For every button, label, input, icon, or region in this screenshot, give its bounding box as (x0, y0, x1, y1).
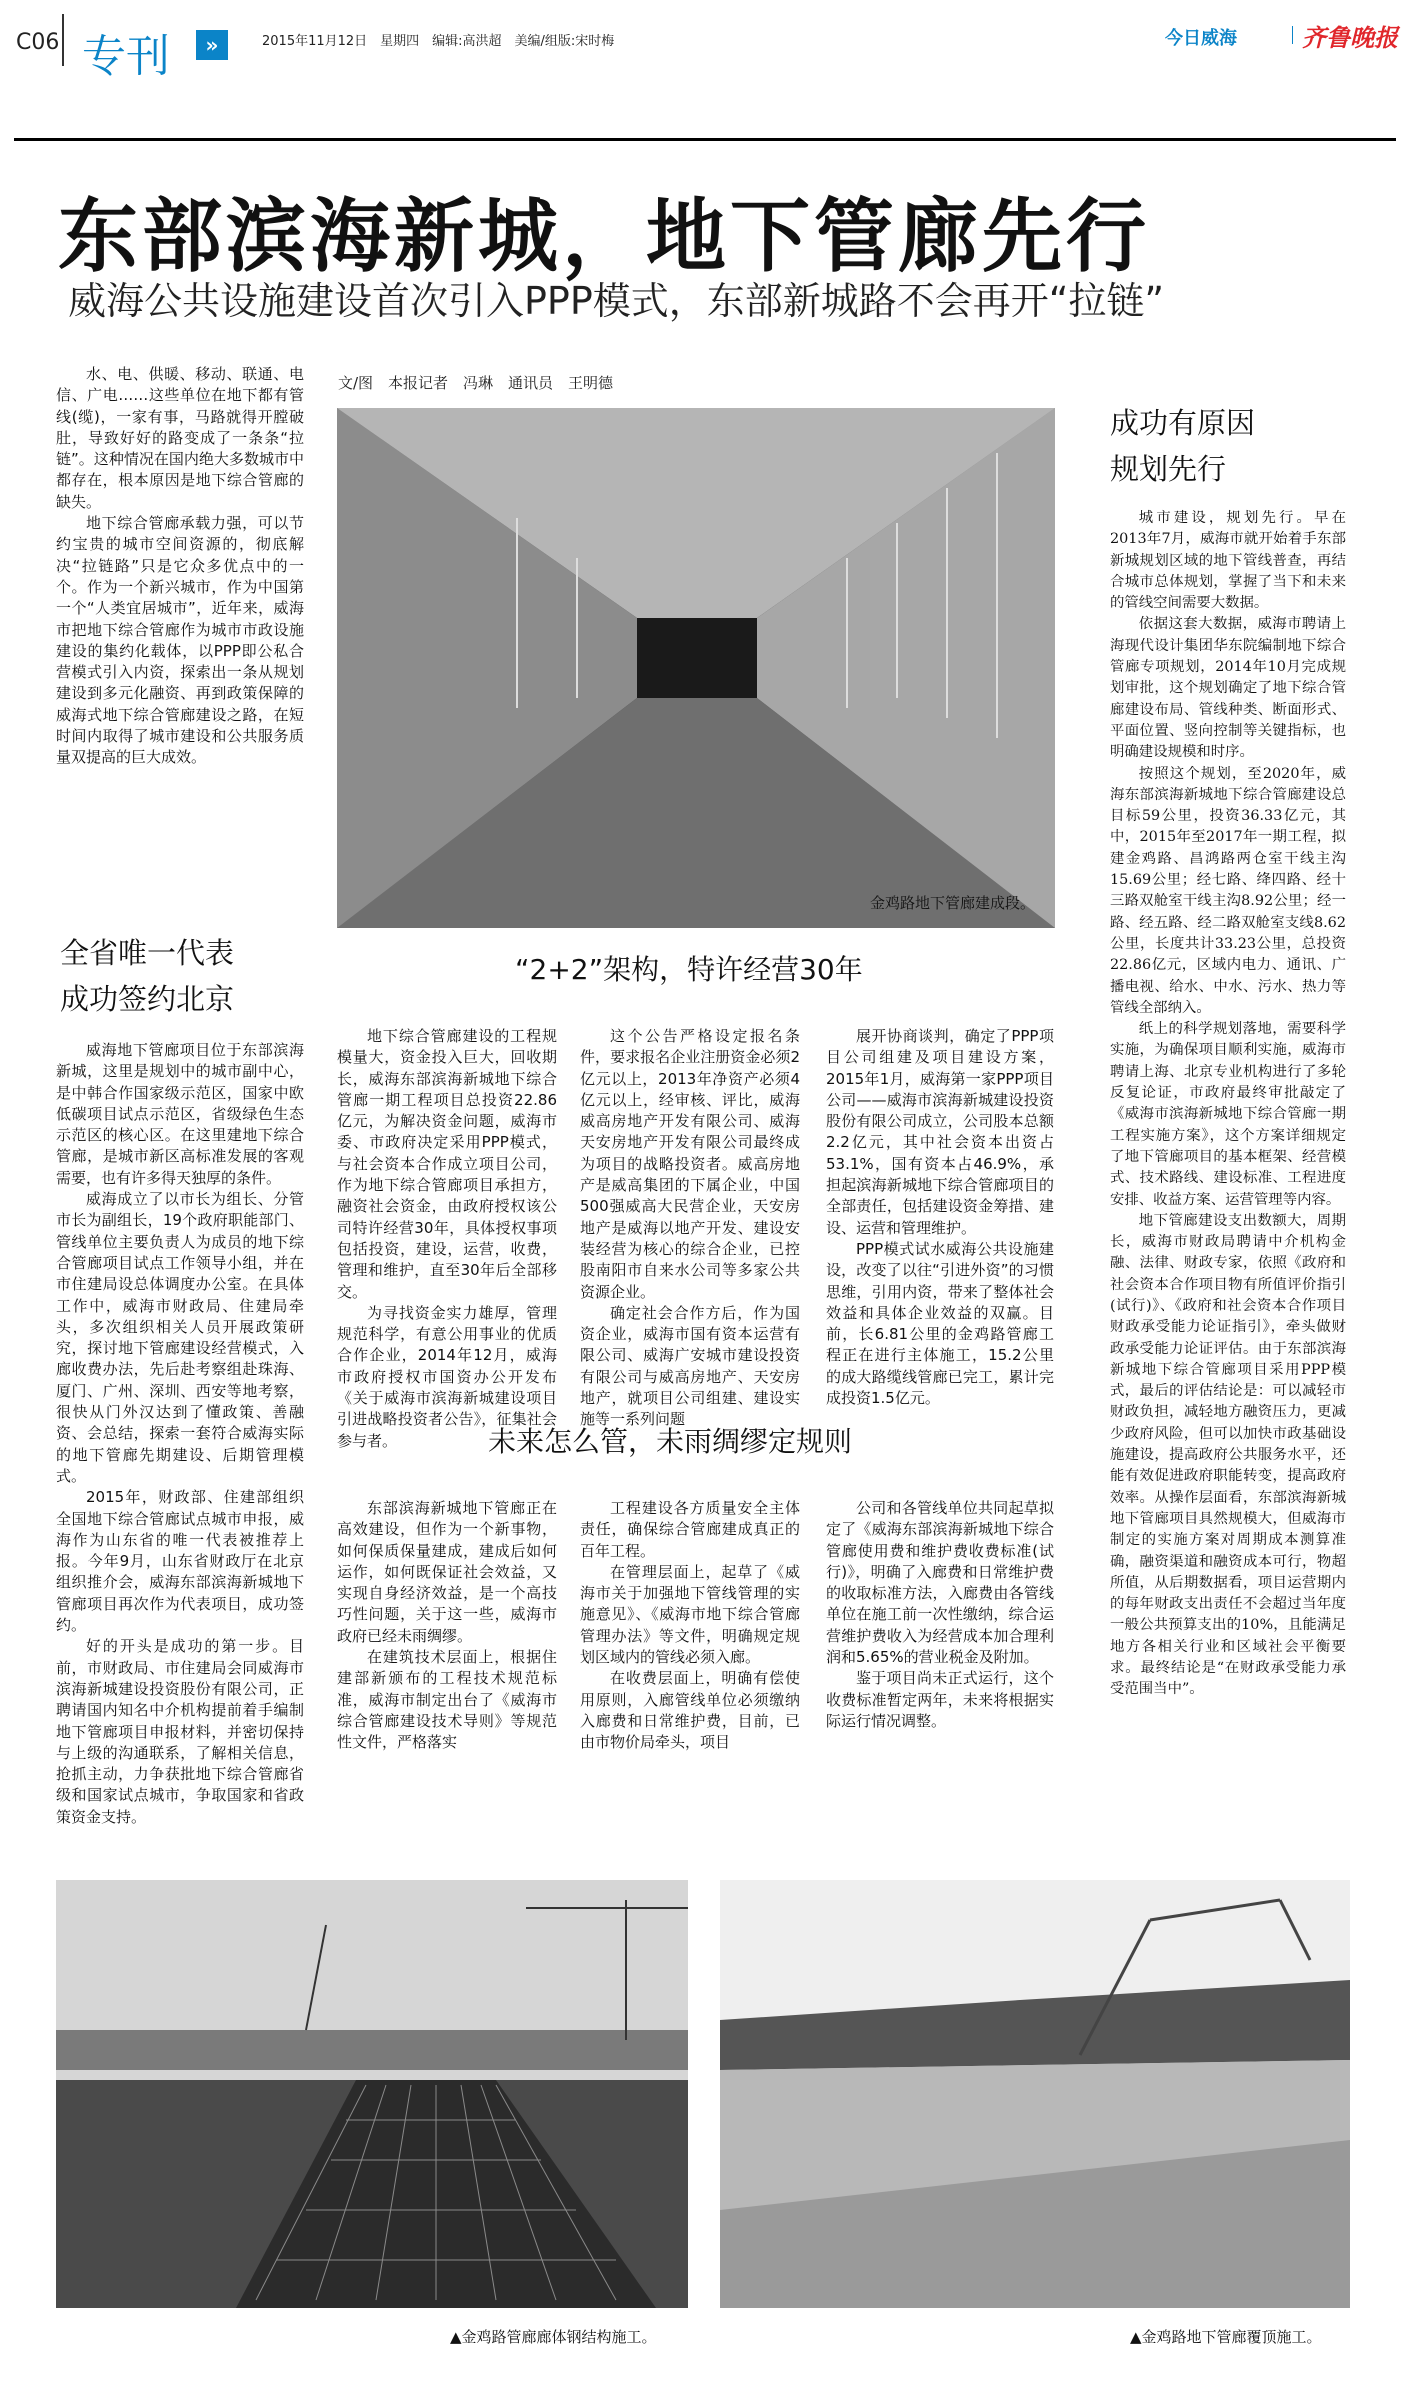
section2-column-3 (826, 1026, 1054, 1409)
roof-photo (720, 1880, 1350, 2308)
section2-title: “2+2”架构，特许经营30年 (515, 953, 863, 986)
section4-body (1110, 508, 1346, 1701)
section3-paragraph: 在管理层面上，起草了《威海市关于加强地下管线管理的实施意见》、《威海市地下综合管廊管理办法》等文件，明确规定规划区域内的管线必须入廊。 (580, 1562, 800, 1667)
section1-body (56, 1040, 304, 1828)
section3-column-2 (580, 1498, 800, 1754)
section3-paragraph: 在建筑技术层面上，根据住建部新颁布的工程技术规范标准，威海市制定出台了《威海市综合管廊建设技术导则》等规范性文件，严格落实 (337, 1648, 557, 1752)
section1-paragraph: 威海成立了以市长为组长、分管市长为副组长，19个政府职能部门、管线单位主要负责人为成员的地下综合管廊项目试点工作领导小组，并在市住建局设总体调度办公室。在具体工作中，威海市财政局、住建局牵头，多次组织相关人员开展政策研究，探讨地下管廊建设经营模式，入廊收费办法，先后赴考察组赴珠海、厦门、广州、深圳、西安等地考察，很快从门外汉达到了懂政策、善融资、会总结，探索一套符合威海实际的地下管廊先期建设、后期管理模式。 (56, 1190, 304, 1485)
section4-paragraph: 城市建设，规划先行。早在2013年7月，威海市就开始着手东部新城规划区域的地下管线普查，再结合城市总体规划，掌握了当下和未来的管线空间需要大数据。 (1110, 510, 1346, 612)
tunnel-photo-caption: 金鸡路地下管廊建成段。 (870, 894, 1036, 912)
rebar-photo (56, 1880, 688, 2308)
section2-paragraph: 展开协商谈判，确定了PPP项目公司组建及项目建设方案，2015年1月，威海第一家PPP项目公司——威海市滨海新城建设投资股份有限公司成立，公司股本总额2.2亿元，其中社会资本出资占53.1%，国有资本占46.9%，承担起滨海新城地下综合管廊项目的全部责任，包括建设资金筹措、建设、运营和管理维护。 (826, 1027, 1054, 1237)
tunnel-photo (337, 408, 1055, 928)
section1-paragraph: 威海地下管廊项目位于东部滨海新城，这里是规划中的城市副中心，是中韩合作国家级示范区，国家中欧低碳项目试点示范区，省级绿色生态示范区的核心区。在这里建地下综合管廊，是城市新区高标准发展的客观需要，也有许多得天独厚的条件。 (56, 1041, 304, 1187)
section3-paragraph: 公司和各管线单位共同起草拟定了《威海东部滨海新城地下综合管廊使用费和维护费收费标准(试行)》，明确了入廊费和日常维护费的收取标准方法，入廊费由各管线单位在施工前一次性缴纳，综合运营维护费收入为经营成本加合理利润和5.65%的营业税金及附加。 (826, 1499, 1054, 1667)
section3-column-3 (826, 1498, 1054, 1732)
rebar-photo-caption: ▲金鸡路管廊廊体钢结构施工。 (450, 2328, 657, 2346)
section3-paragraph: 在收费层面上，明确有偿使用原则，入廊管线单位必须缴纳入廊费和日常维护费，目前，已由市物价局牵头，项目 (580, 1669, 800, 1752)
section3-title: 未来怎么管，未雨绸缪定规则 (488, 1425, 853, 1458)
section1-paragraph: 2015年，财政部、住建部组织全国地下综合管廊试点城市申报，威海作为山东省的唯一代表被推荐上报。今年9月，山东省财政厅在北京组织推介会，威海东部滨海新城地下管廊项目再次作为代表项目，成功签约。 (56, 1488, 304, 1635)
main-headline: 东部滨海新城，地下管廊先行 (58, 190, 1150, 283)
section3-paragraph: 东部滨海新城地下管廊正在高效建设，但作为一个新事物，如何保质保量建成，建成后如何运作，如何既保证社会效益，又实现自身经济效益，是一个高技巧性问题，关于这一些，威海市政府已经未雨绸缪。 (337, 1499, 557, 1645)
header-rule (14, 138, 1396, 141)
section4-paragraph: 地下管廊建设支出数额大，周期长，威海市财政局聘请中介机构金融、法律、财政专家，依照《政府和社会资本合作项目物有所值评价指引(试行)》、《政府和社会资本合作项目财政承受能力论证指引》，牵头做财政承受能力论证评估。由于东部滨海新城地下综合管廊项目采用PPP模式，最后的评估结论是：可以减轻市财政负担，减轻地方融资压力，更减少政府风险，但可以加快市政基础设施建设，提高政府公共服务水平，还能有效促进政府职能转变，提高政府效率。从操作层面看，东部滨海新城地下管廊项目具然规模大，但威海市制定的实施方案对周期成本测算准确，融资渠道和融资成本可行，物超所值，从后期数据看，项目运营期内的每年财政支出责任不会超过当年度一般公共预算支出的10%，且能满足地方各相关行业和区域社会平衡要求。最终结论是“在财政承受能力承受范围当中”。 (1110, 1212, 1346, 1698)
section1-title-line: 全省唯一代表 (60, 936, 235, 970)
section4-paragraph: 纸上的科学规划落地，需要科学实施，为确保项目顺利实施，威海市聘请上海、北京专业机构进行了多轮反复论证，市政府最终审批敲定了《威海市滨海新城地下综合管廊一期工程实施方案》，这个方案详细规定了地下管廊项目的基本框架、经营模式、技术路线、建设标准、工程进度安排、收益方案、运营管理等内容。 (1110, 1021, 1346, 1208)
section4-paragraph: 依据这套大数据，威海市聘请上海现代设计集团华东院编制地下综合管廊专项规划，2014年10月完成规划审批，这个规划确定了地下综合管廊建设布局、管线种类、断面形式、平面位置、竖向控制等关键指标，也明确建设规模和时序。 (1110, 616, 1346, 761)
section-name: 专刊 (82, 31, 170, 82)
edition-label: 今日威海 (1165, 28, 1237, 49)
section2-paragraph: 地下综合管廊建设的工程规模量大，资金投入巨大，回收期长，威海东部滨海新城地下综合管廊一期工程项目总投资22.86亿元，为解决资金问题，威海市委、市政府决定采用PPP模式，与社会资本合作成立项目公司，作为地下综合管廊项目承担方，融资社会资金，由政府授权该公司特许经营30年，具体授权事项包括投资，建设，运营，收费，管理和维护，直至30年后全部移交。 (337, 1027, 557, 1301)
roof-photo-caption: ▲金鸡路地下管廊覆顶施工。 (1130, 2328, 1322, 2346)
section4-title-line: 规划先行 (1110, 452, 1227, 486)
section1-title (60, 930, 320, 1022)
page-number: C06 (16, 30, 60, 55)
section2-paragraph: 这个公告严格设定报名条件，要求报名企业注册资金必须2亿元以上，2013年净资产必须4亿元以上，经审核、评比，威海威高房地产开发有限公司、威海天安房地产开发有限公司最终成为项目的战略投资者。威高房地产是威高集团的下属企业，中国500强威高大民营企业，天安房地产是威海以地产开发、建设安装经营为核心的综合企业，已控股南阳市自来水公司等多家公共资源企业。 (580, 1027, 800, 1301)
section3-paragraph: 工程建设各方质量安全主体责任，确保综合管廊建成真正的百年工程。 (580, 1499, 800, 1560)
section2-column-1 (337, 1026, 557, 1452)
section4-title (1110, 400, 1370, 492)
intro-paragraph: 地下综合管廊承载力强，可以节约宝贵的城市空间资源的，彻底解决“拉链路”只是它众多优点中的一个。作为一个新兴城市，作为中国第一个“人类宜居城市”，近年来，威海市把地下综合管廊作为城市市政设施建设的集约化载体，以PPP即公私合营模式引入内资，探索出一条从规划建设到多元化融资、再到政策保障的威海式地下综合管廊建设之路，在短时间内取得了城市建设和公共服务质量双提高的巨大成效。 (56, 514, 304, 767)
sub-headline: 威海公共设施建设首次引入PPP模式，东部新城路不会再开“拉链” (68, 279, 1165, 323)
newspaper-logo: 齐鲁晚报 (1302, 23, 1398, 52)
section4-paragraph: 按照这个规划，至2020年，威海东部滨海新城地下综合管廊建设总目标59公里，投资36.33亿元，其中，2015年至2017年一期工程，拟建金鸡路、昌鸿路两仓室干线主沟15.69公里；经七路、绛四路、经十三路双舱室干线主沟8.92公里；经一路、经五路、经二路双舱室支线8.62公里，长度共计33.23公里，总投资22.86亿元，区域内电力、通讯、广播电视、给水、中水、污水、热力等管线全部纳入。 (1110, 765, 1346, 1016)
section3-column-1 (337, 1498, 557, 1754)
section2-paragraph: PPP模式试水威海公共设施建设，改变了以往“引进外资”的习惯思维，引用内资，带来了整体社会效益和具体企业效益的双赢。目前，长6.81公里的金鸡路管廊工程正在进行主体施工，15.2公里的成大路缆线管廊已完工，累计完成投资1.5亿元。 (826, 1239, 1054, 1408)
section1-title-line: 成功签约北京 (60, 982, 235, 1016)
section2-column-2 (580, 1026, 800, 1431)
section2-paragraph: 为寻找资金实力雄厚，管理规范科学，有意公用事业的优质合作企业，2014年12月，威海市政府授权市国资办公开发布《关于威海市滨海新城建设项目引进战略投资者公告》，征集社会参与者。 (337, 1303, 557, 1450)
section-arrow-icon: » (196, 30, 228, 60)
intro-text (56, 364, 304, 769)
intro-paragraph: 水、电、供暖、移动、联通、电信、广电……这些单位在地下都有管线(缆)，一家有事，马路就得开膛破肚，导致好好的路变成了一条条“拉链”。这种情况在国内绝大多数城市中都存在，根本原因是地下综合管廊的缺失。 (56, 365, 304, 511)
section4-title-line: 成功有原因 (1110, 406, 1256, 440)
section2-paragraph: 确定社会合作方后，作为国资企业，威海市国有资本运营有限公司、威海广安城市建设投资有限公司与威高房地产、天安房地产，就项目公司组建、建设实施等一系列问题 (580, 1303, 800, 1429)
date-info: 2015年11月12日 星期四 编辑:高洪超 美编/组版:宋时梅 (262, 34, 615, 49)
section3-paragraph: 鉴于项目尚未正式运行，这个收费标准暂定两年，未来将根据实际运行情况调整。 (826, 1669, 1054, 1730)
header-divider (62, 14, 64, 66)
brand-separator (1292, 26, 1293, 44)
byline: 文/图 本报记者 冯琳 通讯员 王明德 (338, 374, 614, 392)
section1-paragraph: 好的开头是成功的第一步。目前，市财政局、市住建局会同威海市滨海新城建设投资股份有限公司，正聘请国内知名中介机构提前着手编制地下管廊项目申报材料，并密切保持与上级的沟通联系，了解相关信息，抢抓主动，力争获批地下综合管廊省级和国家试点城市，争取国家和省政策资金支持。 (56, 1637, 304, 1826)
